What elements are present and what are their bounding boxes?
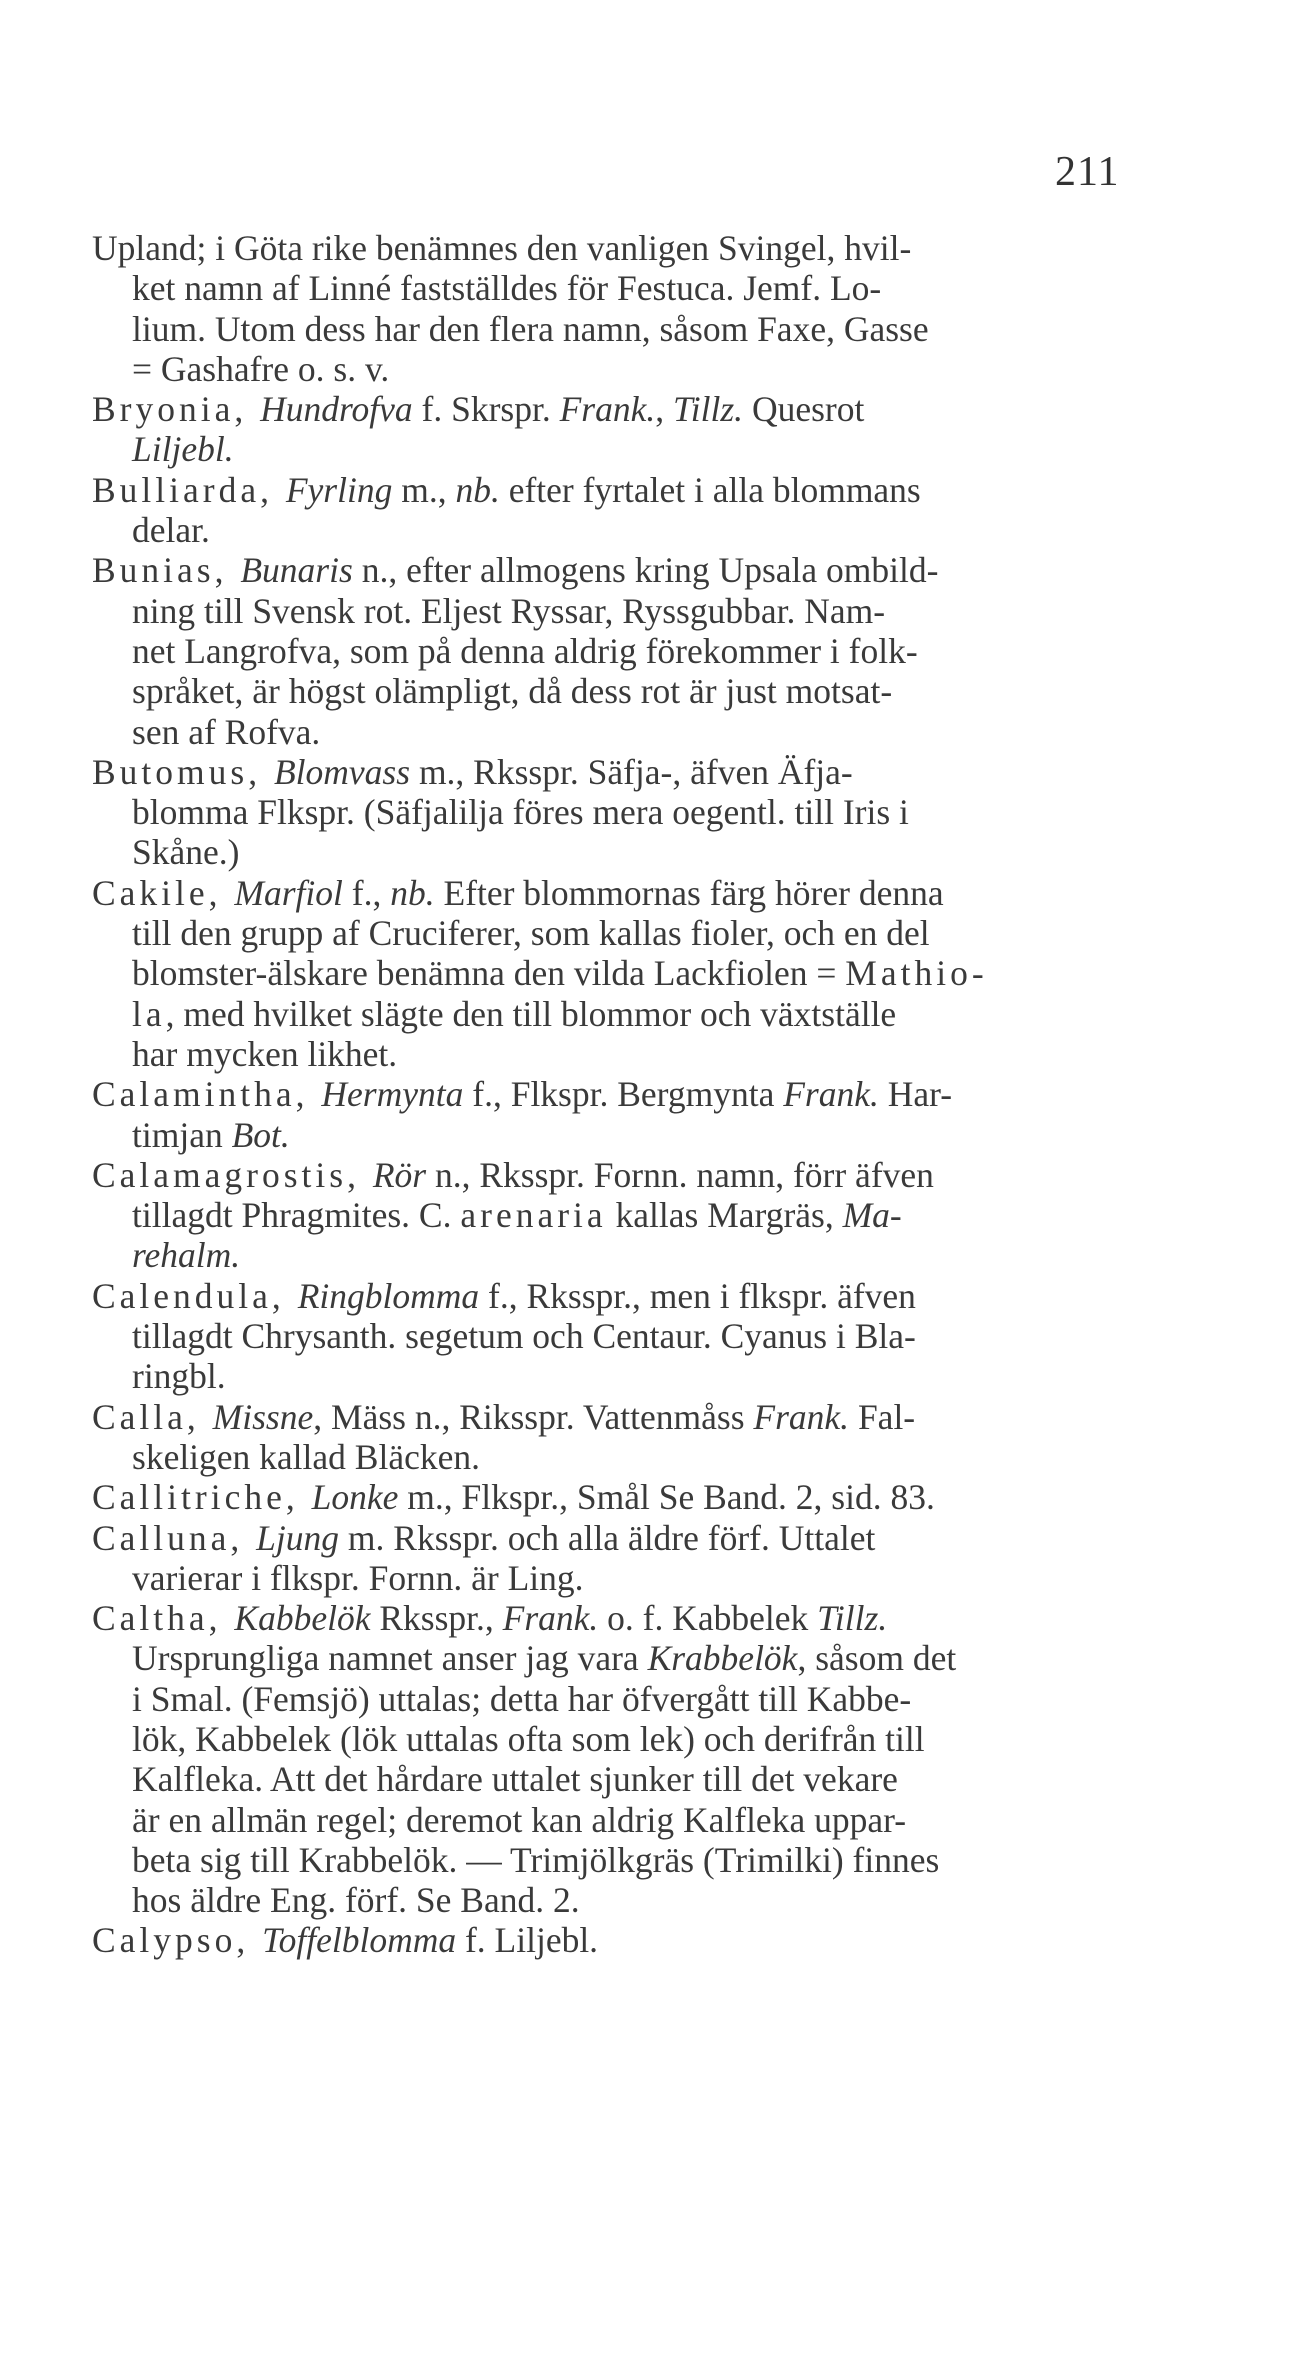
text-line (92, 752, 1172, 792)
line-text: är en allmän regel; deremot kan aldrig Kalfleka uppar- (132, 1799, 907, 1840)
italic-term: Liljebl. (132, 429, 234, 470)
headword: la (132, 993, 166, 1034)
line-text: beta sig till Krabbelök. — Trimjölkgräs (Trimilki) finnes (132, 1839, 940, 1880)
text-line (92, 1759, 1172, 1799)
italic-term: Marfiol (234, 872, 343, 913)
italic-term: Tillz. (672, 389, 744, 430)
line-text: Kalfleka. Att det hårdare uttalet sjunker till det vekare (132, 1759, 898, 1800)
italic-term: nb. (455, 469, 500, 510)
text-line (92, 1920, 1172, 1960)
text-line (92, 349, 1172, 389)
line-text: i Smal. (Femsjö) uttalas; detta har öfvergått till Kabbe- (132, 1678, 912, 1719)
line-text: Ursprungliga namnet anser jag vara (132, 1638, 648, 1679)
text-line (92, 1638, 1172, 1678)
line-text: f. Liljebl. (456, 1920, 599, 1961)
italic-term: Hundrofva (260, 389, 413, 430)
text-line (92, 631, 1172, 671)
text-line (92, 1034, 1172, 1074)
text-line (92, 510, 1172, 550)
headword: Calendula, (92, 1275, 298, 1316)
line-text: Efter blommornas färg hörer denna (434, 872, 944, 913)
text-line (92, 550, 1172, 590)
line-text: hos äldre Eng. förf. Se Band. 2. (132, 1880, 580, 1921)
line-text: , (655, 389, 673, 430)
italic-term: Ljung (256, 1517, 340, 1558)
text-line (92, 873, 1172, 913)
headword: Bulliarda, (92, 469, 286, 510)
text-line (92, 1195, 1172, 1235)
text-line (92, 671, 1172, 711)
italic-term: Lonke (311, 1477, 399, 1518)
text-line (92, 712, 1172, 752)
line-text: till den grupp af Cruciferer, som kallas fioler, och en del (132, 913, 930, 954)
text-line (92, 1840, 1172, 1880)
headword: Calypso, (92, 1920, 263, 1961)
italic-term: Bot. (231, 1114, 290, 1155)
italic-term: Frank. (783, 1074, 879, 1115)
text-line (92, 1356, 1172, 1396)
headword: Calamintha, (92, 1074, 322, 1115)
text-line (92, 1115, 1172, 1155)
line-text: Skåne.) (132, 832, 240, 873)
line-text: timjan (132, 1114, 232, 1155)
line-text: tillagdt Phragmites. C. (132, 1195, 461, 1236)
text-line (92, 1074, 1172, 1114)
italic-term: Bunaris (240, 550, 353, 591)
text-line (92, 470, 1172, 510)
italic-term: Frank. (753, 1396, 850, 1437)
line-text: ket namn af Linné fastställdes för Festuca. Jemf. Lo- (132, 268, 882, 309)
line-text: Upland; i Göta rike benämnes den vanligen Svingel, hvil- (92, 228, 912, 268)
italic-term: nb. (390, 872, 435, 913)
text-line (92, 1477, 1172, 1517)
italic-term: Toffelblomma (262, 1920, 457, 1961)
italic-term: Rör (372, 1154, 427, 1195)
headword: Calamagrostis, (92, 1154, 373, 1195)
text-line (92, 591, 1172, 631)
headword: Bunias, (92, 550, 241, 591)
line-text: delar. (132, 510, 210, 551)
line-text: f., Flkspr. Bergmynta (463, 1074, 784, 1115)
line-text: f., (342, 872, 391, 913)
line-text: = Gashafre o. s. v. (132, 348, 390, 389)
text-line (92, 1679, 1172, 1719)
line-text: , med hvilket slägte den till blommor och växtställe (165, 993, 897, 1034)
headword: Mathio- (845, 953, 988, 994)
italic-term: Kabbelök (234, 1598, 371, 1639)
line-text: m., (392, 469, 456, 510)
line-text: lök, Kabbelek (lök uttalas ofta som lek) och derifrån till (132, 1718, 925, 1759)
italic-term: Missne (212, 1396, 314, 1437)
italic-term: Ringblomma (297, 1275, 480, 1316)
italic-term: Frank. (502, 1598, 599, 1639)
line-text: språket, är högst olämpligt, då dess rot är just motsat- (132, 671, 893, 712)
headword: Callitriche, (92, 1477, 312, 1518)
line-text: har mycken likhet. (132, 1033, 398, 1074)
dictionary-text (92, 228, 1172, 1961)
italic-term: Frank. (559, 389, 656, 430)
line-text: o. f. Kabbelek (598, 1598, 818, 1639)
headword: Cakile, (92, 872, 235, 913)
italic-term: Blomvass (273, 751, 411, 792)
line-text: m. Rksspr. och alla äldre förf. Uttalet (339, 1517, 876, 1558)
line-text: m., Flkspr., Smål Se Band. 2, sid. 83. (398, 1477, 935, 1518)
line-text: blomma Flkspr. (Säfjalilja föres mera oegentl. till Iris i (132, 792, 909, 833)
italic-term: Fyrling (285, 469, 393, 510)
headword: Calla, (92, 1396, 213, 1437)
headword: Caltha, (92, 1598, 235, 1639)
line-text: Har- (878, 1074, 953, 1115)
text-line (92, 1800, 1172, 1840)
headword: Bryonia, (92, 389, 261, 430)
text-line (92, 309, 1172, 349)
text-line (92, 1598, 1172, 1638)
line-text: m., Rksspr. Säfja-, äfven Äfja- (410, 751, 853, 792)
line-text: , Mäss n., Riksspr. Vattenmåss (313, 1396, 754, 1437)
line-text: f., Rksspr., men i flkspr. äfven (479, 1275, 916, 1316)
line-text: kallas Margräs, (606, 1195, 843, 1236)
line-text: Quesrot (743, 389, 865, 430)
text-line (92, 268, 1172, 308)
line-text: efter fyrtalet i alla blommans (499, 469, 921, 510)
italic-term: Tillz. (817, 1598, 888, 1639)
italic-term: Ma- (842, 1195, 902, 1236)
text-line (92, 1316, 1172, 1356)
headword: Calluna, (92, 1517, 257, 1558)
line-text: blomster-älskare benämna den vilda Lackfiolen = (132, 953, 846, 994)
line-text: varierar i flkspr. Fornn. är Ling. (132, 1557, 584, 1598)
line-text: ringbl. (132, 1356, 226, 1397)
headword: arenaria (460, 1195, 607, 1236)
text-line (92, 1719, 1172, 1759)
text-line (92, 1397, 1172, 1437)
line-text: sen af Rofva. (132, 711, 321, 752)
line-text: f. Skrspr. (412, 389, 560, 430)
line-text: tillagdt Chrysanth. segetum och Centaur. Cyanus i Bla- (132, 1316, 916, 1357)
text-line (92, 228, 1172, 268)
line-text: net Langrofva, som på denna aldrig förekommer i folk- (132, 630, 918, 671)
italic-term: Krabbelök (647, 1638, 798, 1679)
text-line (92, 389, 1172, 429)
text-line (92, 1437, 1172, 1477)
text-line (92, 1276, 1172, 1316)
line-text: lium. Utom dess har den flera namn, såsom Faxe, Gasse (132, 308, 929, 349)
text-line (92, 1155, 1172, 1195)
text-line (92, 1880, 1172, 1920)
text-line (92, 792, 1172, 832)
text-line (92, 994, 1172, 1034)
text-line (92, 953, 1172, 993)
text-line (92, 913, 1172, 953)
text-line (92, 1518, 1172, 1558)
italic-term: Hermynta (321, 1074, 464, 1115)
line-text: skeligen kallad Bläcken. (132, 1436, 480, 1477)
line-text: n., Rksspr. Fornn. namn, förr äfven (426, 1154, 934, 1195)
line-text: Fal- (849, 1396, 916, 1437)
headword: Butomus, (92, 751, 274, 792)
text-line (92, 1558, 1172, 1598)
text-line (92, 1235, 1172, 1275)
text-line (92, 429, 1172, 469)
line-text: Rksspr., (370, 1598, 503, 1639)
text-line (92, 832, 1172, 872)
line-text: ning till Svensk rot. Eljest Ryssar, Ryssgubbar. Nam- (132, 590, 886, 631)
italic-term: rehalm. (132, 1235, 241, 1276)
line-text: , såsom det (797, 1638, 957, 1679)
page-number: 211 (1055, 149, 1120, 195)
line-text: n., efter allmogens kring Upsala ombild- (352, 550, 939, 591)
